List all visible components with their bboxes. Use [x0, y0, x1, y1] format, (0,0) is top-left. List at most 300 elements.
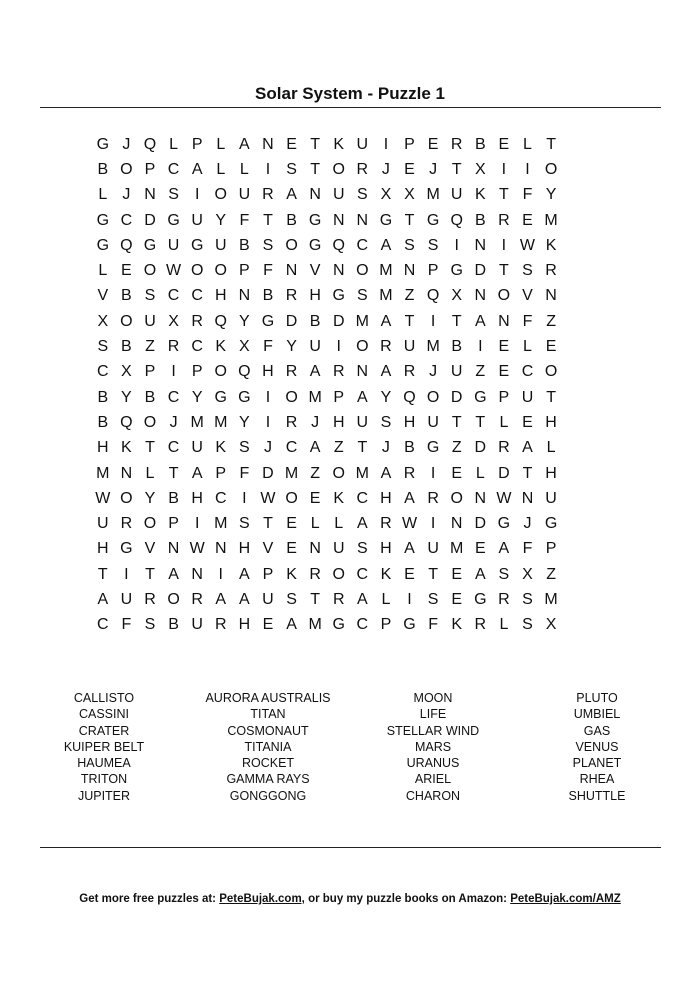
grid-letter: B [474, 135, 486, 153]
grid-letter: G [308, 236, 322, 254]
petebujak-link[interactable]: PeteBujak.com, [219, 893, 305, 905]
grid-letter: S [144, 616, 156, 634]
footer-middle: or buy my puzzle books on Amazon: [304, 893, 511, 905]
grid-letter: A [522, 439, 533, 457]
grid-letter: A [356, 388, 368, 406]
grid-letter: A [380, 363, 392, 381]
grid-letter: N [356, 363, 369, 381]
grid-letter: M [544, 211, 558, 229]
grid-letter: O [120, 489, 133, 507]
grid-letter: T [546, 135, 556, 153]
grid-letter: Z [546, 565, 556, 583]
grid-row [91, 613, 611, 638]
grid-row [91, 511, 611, 536]
grid-letter: J [381, 160, 390, 178]
grid-letter: L [310, 515, 320, 533]
grid-letter: I [336, 338, 341, 356]
grid-letter: E [498, 135, 510, 153]
grid-row [91, 334, 611, 359]
grid-letter: K [121, 439, 132, 457]
grid-letter: O [143, 262, 157, 280]
grid-letter: Y [121, 388, 132, 406]
grid-letter: C [356, 616, 369, 634]
grid-letter: W [496, 489, 512, 507]
grid-letter: U [427, 540, 439, 558]
grid-letter: F [428, 616, 438, 634]
grid-letter: T [475, 413, 486, 431]
grid-letter: H [545, 464, 557, 482]
grid-letter: N [474, 236, 487, 254]
grid-letter: D [144, 211, 156, 229]
grid-letter: R [285, 363, 298, 381]
grid-letter: L [169, 135, 179, 153]
grid-letter: P [239, 262, 250, 280]
grid-letter: K [215, 338, 227, 356]
grid-letter: R [498, 590, 510, 608]
grid-letter: Z [145, 338, 155, 356]
grid-letter: H [380, 489, 392, 507]
grid-letter: R [191, 590, 203, 608]
grid-letter: N [309, 540, 321, 558]
grid-letter: Q [403, 388, 416, 406]
grid-letter: Z [475, 363, 486, 381]
grid-letter: T [451, 413, 462, 431]
grid-letter: S [522, 616, 533, 634]
grid-letter: N [262, 135, 274, 153]
grid-letter: O [285, 236, 298, 254]
word-item: AURORA AUSTRALIS [205, 691, 331, 705]
grid-letter: N [332, 262, 345, 280]
word-item: CASSINI [78, 707, 129, 722]
grid-letter: B [262, 287, 274, 305]
grid-letter: I [265, 160, 271, 178]
grid-letter: C [97, 363, 109, 381]
grid-letter: L [523, 338, 532, 356]
grid-letter: C [167, 160, 180, 178]
grid-letter: K [215, 439, 227, 457]
grid-row [91, 284, 611, 309]
grid-letter: O [285, 489, 298, 507]
grid-letter: E [121, 262, 132, 280]
grid-letter: I [194, 186, 200, 204]
grid-letter: U [191, 616, 203, 634]
word-item: PLUTO [576, 691, 618, 705]
grid-letter: U [238, 186, 251, 204]
grid-letter: P [404, 135, 415, 153]
grid-letter: U [521, 388, 534, 406]
grid-row [91, 385, 611, 410]
grid-letter: O [190, 262, 204, 280]
grid-letter: W [519, 236, 536, 254]
grid-letter: T [263, 515, 273, 533]
grid-letter: C [356, 565, 369, 583]
grid-letter: S [97, 338, 109, 356]
word-item: ROCKET [241, 756, 295, 771]
grid-letter: P [333, 388, 345, 406]
grid-letter: N [191, 565, 203, 583]
word-item: URANUS [406, 756, 460, 771]
grid-letter: B [474, 211, 486, 229]
word-item: RHEA [579, 772, 615, 787]
grid-letter: P [427, 262, 439, 280]
grid-letter: V [309, 262, 321, 280]
grid-letter: R [332, 363, 345, 381]
grid-letter: D [474, 262, 487, 280]
grid-letter: O [214, 363, 227, 381]
grid-letter: A [239, 590, 250, 608]
grid-letter: I [430, 515, 436, 533]
word-item: STELLAR WIND [386, 723, 480, 738]
grid-row [91, 587, 611, 612]
footer [0, 893, 700, 905]
grid-letter: H [97, 439, 109, 457]
grid-letter: B [97, 160, 109, 178]
grid-letter: C [120, 211, 133, 229]
grid-letter: Y [144, 489, 156, 507]
grid-letter: E [522, 413, 533, 431]
grid-letter: A [380, 236, 392, 254]
grid-letter: W [189, 540, 205, 558]
grid-letter: B [97, 413, 109, 431]
grid-letter: T [310, 135, 321, 153]
grid-letter: C [167, 287, 180, 305]
grid-letter: X [239, 338, 250, 356]
grid-letter: A [356, 590, 368, 608]
grid-letter: G [96, 135, 110, 153]
grid-letter: L [98, 262, 108, 280]
grid-letter: E [286, 515, 297, 533]
grid-letter: S [404, 236, 415, 254]
grid-letter: O [332, 160, 345, 178]
grid-letter: G [143, 236, 157, 254]
grid-letter: K [451, 616, 463, 634]
grid-letter: G [544, 515, 558, 533]
grid-letter: B [168, 489, 179, 507]
grid-letter: V [522, 287, 533, 305]
grid-letter: M [190, 413, 204, 431]
grid-letter: B [286, 211, 297, 229]
grid-letter: M [214, 413, 228, 431]
grid-letter: L [475, 464, 485, 482]
grid-letter: I [501, 236, 507, 254]
grid-letter: O [167, 590, 180, 608]
word-item: TITANIA [244, 739, 292, 754]
grid-letter: G [214, 388, 227, 406]
grid-letter: U [262, 590, 274, 608]
grid-letter: F [522, 186, 533, 204]
grid-letter: Z [451, 439, 462, 457]
grid-letter: S [239, 439, 250, 457]
grid-letter: P [215, 464, 227, 482]
grid-letter: Z [546, 312, 556, 330]
grid-letter: E [451, 464, 463, 482]
grid-letter: M [214, 515, 228, 533]
grid-letter: P [191, 135, 203, 153]
grid-letter: W [166, 262, 182, 280]
grid-letter: U [120, 590, 133, 608]
word-item: KUIPER BELT [63, 739, 145, 754]
grid-letter: A [309, 363, 321, 381]
grid-row [91, 436, 611, 461]
word-item: CRATER [78, 723, 130, 738]
grid-letter: I [430, 464, 436, 482]
grid-letter: M [544, 590, 558, 608]
grid-letter: E [404, 160, 415, 178]
grid-letter: H [380, 540, 392, 558]
grid-letter: Y [239, 413, 250, 431]
grid-letter: O [544, 363, 558, 381]
grid-letter: U [332, 540, 345, 558]
top-divider [40, 107, 661, 108]
grid-row [91, 233, 611, 258]
grid-letter: T [451, 312, 462, 330]
grid-letter: O [120, 160, 133, 178]
grid-letter: E [474, 540, 486, 558]
grid-letter: B [404, 439, 415, 457]
grid-letter: O [332, 565, 345, 583]
grid-letter: I [478, 338, 483, 356]
grid-letter: C [97, 616, 109, 634]
grid-letter: U [450, 186, 463, 204]
grid-letter: I [383, 135, 389, 153]
grid-letter: C [356, 489, 369, 507]
grid-letter: G [261, 312, 275, 330]
grid-row [91, 461, 611, 486]
grid-letter: L [499, 413, 509, 431]
grid-letter: N [214, 540, 227, 558]
bottom-divider [40, 847, 661, 848]
grid-letter: R [545, 262, 557, 280]
grid-letter: D [474, 515, 487, 533]
grid-letter: R [214, 616, 227, 634]
word-item: GAS [583, 723, 611, 738]
grid-letter: J [429, 160, 438, 178]
grid-letter: O [544, 160, 558, 178]
grid-letter: I [171, 363, 176, 381]
grid-letter: A [474, 312, 486, 330]
word-item: PLANET [572, 756, 622, 771]
grid-letter: J [523, 515, 532, 533]
grid-letter: G [167, 211, 180, 229]
grid-row [91, 183, 611, 208]
grid-letter: U [450, 363, 463, 381]
grid-letter: A [498, 540, 510, 558]
word-item: LIFE [419, 707, 447, 722]
grid-letter: F [263, 338, 273, 356]
grid-letter: G [238, 388, 251, 406]
grid-letter: M [308, 388, 322, 406]
grid-letter: L [216, 135, 226, 153]
grid-letter: L [98, 186, 108, 204]
grid-letter: I [525, 160, 530, 178]
grid-letter: P [144, 363, 156, 381]
grid-letter: B [168, 616, 179, 634]
grid-letter: G [308, 211, 322, 229]
grid-letter: L [216, 160, 226, 178]
grid-letter: R [309, 565, 321, 583]
grid-letter: A [97, 590, 109, 608]
grid-letter: E [286, 540, 297, 558]
grid-letter: V [144, 540, 156, 558]
grid-letter: S [239, 515, 250, 533]
grid-letter: Q [214, 312, 227, 330]
grid-letter: O [143, 413, 157, 431]
grid-letter: R [403, 363, 416, 381]
grid-letter: R [144, 590, 156, 608]
grid-letter: U [144, 312, 156, 330]
grid-letter: O [450, 489, 463, 507]
grid-letter: E [404, 565, 415, 583]
grid-letter: S [522, 590, 533, 608]
grid-letter: A [356, 515, 368, 533]
grid-letter: A [404, 540, 415, 558]
grid-letter: I [194, 515, 200, 533]
grid-letter: O [497, 287, 511, 305]
grid-letter: A [286, 186, 297, 204]
grid-letter: Y [380, 388, 392, 406]
grid-letter: B [121, 287, 132, 305]
grid-letter: G [474, 590, 487, 608]
grid-letter: C [285, 439, 298, 457]
grid-letter: R [262, 186, 274, 204]
word-column [348, 690, 518, 804]
grid-letter: X [168, 312, 179, 330]
grid-letter: U [191, 211, 203, 229]
grid-letter: X [545, 616, 557, 634]
grid-letter: O [214, 186, 227, 204]
grid-letter: J [169, 413, 178, 431]
grid-letter: T [428, 565, 438, 583]
grid-letter: P [144, 160, 156, 178]
grid-letter: H [191, 489, 203, 507]
grid-letter: A [404, 489, 415, 507]
grid-letter: P [168, 515, 179, 533]
grid-letter: Q [426, 287, 440, 305]
word-item: TITAN [250, 707, 286, 722]
grid-letter: M [379, 287, 393, 305]
grid-letter: T [263, 211, 273, 229]
grid-letter: S [498, 565, 510, 583]
grid-letter: A [191, 464, 203, 482]
word-item: COSMONAUT [227, 723, 309, 738]
grid-letter: T [145, 565, 155, 583]
grid-letter: N [474, 287, 487, 305]
grid-letter: H [403, 413, 416, 431]
grid-letter: U [427, 413, 439, 431]
grid-letter: T [499, 262, 509, 280]
grid-letter: G [497, 515, 511, 533]
grid-letter: R [120, 515, 133, 533]
grid-letter: G [96, 211, 110, 229]
word-item: CALLISTO [73, 691, 135, 705]
grid-letter: U [309, 338, 321, 356]
grid-letter: R [285, 413, 298, 431]
grid-letter: B [309, 312, 321, 330]
letter-grid [91, 132, 611, 638]
grid-letter: X [97, 312, 109, 330]
grid-letter: K [333, 135, 345, 153]
grid-letter: Y [215, 211, 227, 229]
grid-letter: N [498, 312, 510, 330]
grid-letter: Q [238, 363, 251, 381]
grid-letter: D [285, 312, 298, 330]
grid-letter: B [121, 338, 132, 356]
word-item: HAUMEA [77, 756, 131, 771]
grid-letter: X [121, 363, 132, 381]
grid-letter: I [265, 413, 271, 431]
grid-letter: G [474, 388, 487, 406]
grid-letter: C [356, 236, 369, 254]
grid-letter: H [238, 616, 251, 634]
grid-letter: T [499, 186, 509, 204]
grid-letter: H [545, 413, 557, 431]
amazon-link[interactable]: PeteBujak.com/AMZ [510, 893, 621, 905]
grid-letter: L [381, 590, 391, 608]
grid-letter: N [120, 464, 133, 482]
grid-letter: P [380, 616, 392, 634]
grid-letter: M [426, 338, 440, 356]
grid-letter: O [120, 312, 133, 330]
grid-letter: U [332, 186, 345, 204]
grid-letter: A [380, 464, 392, 482]
grid-letter: L [145, 464, 155, 482]
grid-letter: C [191, 338, 203, 356]
grid-letter: R [356, 160, 369, 178]
grid-letter: J [122, 186, 131, 204]
grid-letter: H [332, 413, 345, 431]
grid-letter: D [498, 464, 510, 482]
grid-letter: O [214, 262, 227, 280]
grid-letter: S [168, 186, 179, 204]
grid-letter: D [262, 464, 274, 482]
grid-letter: S [427, 590, 439, 608]
word-item: UMBIEL [573, 707, 621, 722]
grid-letter: A [191, 160, 203, 178]
grid-letter: R [450, 135, 463, 153]
grid-letter: G [379, 211, 393, 229]
grid-letter: F [263, 262, 273, 280]
grid-letter: T [310, 590, 321, 608]
grid-letter: T [97, 565, 108, 583]
grid-letter: L [546, 439, 556, 457]
grid-letter: X [404, 186, 415, 204]
grid-letter: N [521, 489, 534, 507]
grid-letter: J [311, 413, 320, 431]
grid-letter: R [427, 489, 439, 507]
grid-letter: P [498, 388, 510, 406]
grid-letter: C [191, 287, 203, 305]
grid-letter: M [284, 464, 299, 482]
grid-letter: R [167, 338, 180, 356]
grid-letter: X [380, 186, 392, 204]
grid-letter: E [309, 489, 321, 507]
grid-letter: N [309, 186, 321, 204]
grid-letter: B [239, 236, 250, 254]
grid-letter: T [404, 312, 415, 330]
grid-letter: E [262, 616, 274, 634]
grid-letter: G [403, 616, 416, 634]
grid-row [91, 132, 611, 157]
grid-letter: M [379, 262, 393, 280]
word-column [19, 690, 189, 804]
grid-letter: F [522, 540, 533, 558]
grid-letter: Y [545, 186, 557, 204]
grid-letter: U [545, 489, 557, 507]
grid-letter: Z [404, 287, 415, 305]
grid-letter: R [498, 211, 510, 229]
grid-letter: V [262, 540, 274, 558]
grid-letter: N [144, 186, 156, 204]
